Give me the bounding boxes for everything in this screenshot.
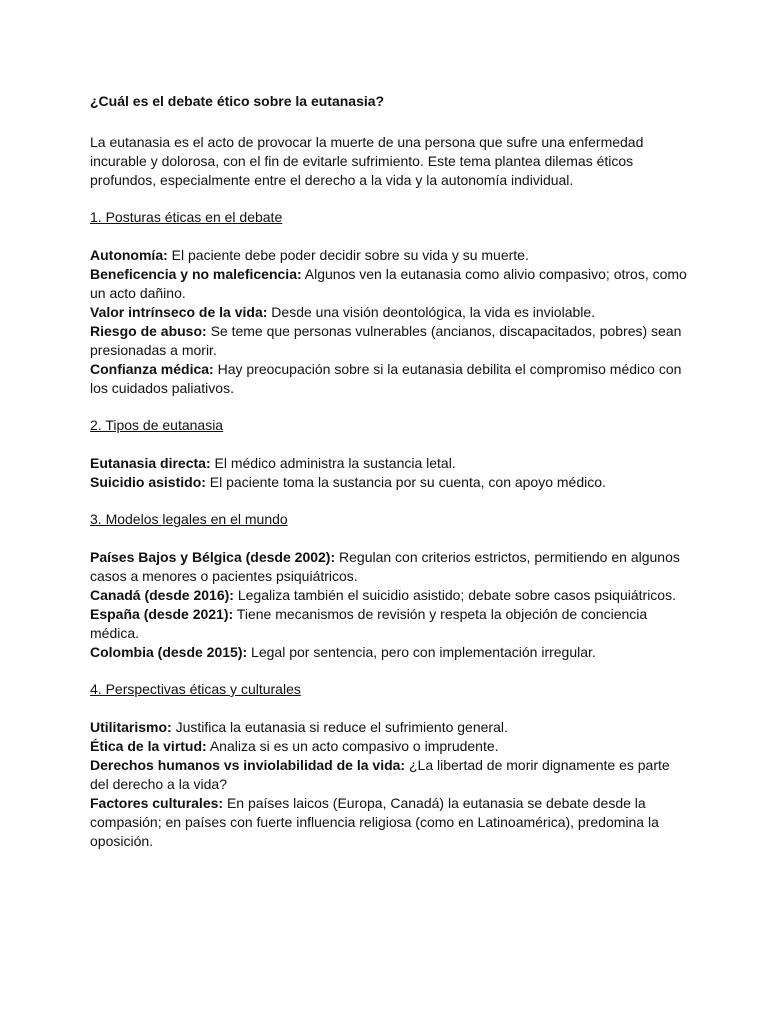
entry-text: Se teme que personas vulnerables (ancianos, discapacitados, pobres) sean presionadas a morir. <box>90 323 682 358</box>
entry-text: Analiza si es un acto compasivo o imprudente. <box>206 738 499 754</box>
list-item <box>90 265 690 303</box>
entry-term: España (desde 2021): <box>90 606 234 622</box>
list-item <box>90 737 690 756</box>
entry-term: Confianza médica: <box>90 361 214 377</box>
entry-text: Tiene mecanismos de revisión y respeta la objeción de conciencia médica. <box>90 606 648 641</box>
entry-text: Legaliza también el suicidio asistido; debate sobre casos psiquiátricos. <box>233 587 676 603</box>
section-heading: 2. Tipos de eutanasia <box>90 417 224 433</box>
section-heading: 4. Perspectivas éticas y culturales <box>90 681 301 697</box>
section-heading: 1. Posturas éticas en el debate <box>90 209 283 225</box>
section-heading: 3. Modelos legales en el mundo <box>90 511 288 527</box>
entry-text: El médico administra la sustancia letal. <box>210 455 456 471</box>
list-item <box>90 756 690 794</box>
entry-term: Ética de la virtud: <box>90 738 207 754</box>
section <box>90 416 690 492</box>
entry-text: En países laicos (Europa, Canadá) la eutanasia se debate desde la compasión; en países con fuerte influencia religiosa (como en Latinoamérica), predomina la oposición. <box>90 795 659 849</box>
entry-term: Valor intrínseco de la vida: <box>90 304 268 320</box>
entry-list <box>90 246 690 398</box>
entry-term: Colombia (desde 2015): <box>90 644 248 660</box>
entry-text: El paciente toma la sustancia por su cuenta, con apoyo médico. <box>205 474 606 490</box>
list-item <box>90 643 690 662</box>
list-item <box>90 718 690 737</box>
entry-term: Países Bajos y Bélgica (desde 2002): <box>90 549 336 565</box>
entry-term: Autonomía: <box>90 247 168 263</box>
document-page <box>90 92 690 869</box>
list-item <box>90 794 690 851</box>
entry-text: ¿La libertad de morir dignamente es parte del derecho a la vida? <box>90 757 670 792</box>
entry-list <box>90 718 690 851</box>
entry-list <box>90 454 690 492</box>
entry-text: Regulan con criterios estrictos, permitiendo en algunos casos a menores o pacientes psiquiátricos. <box>90 549 680 584</box>
list-item <box>90 548 690 586</box>
document-title: ¿Cuál es el debate ético sobre la eutanasia? <box>90 93 385 109</box>
entry-term: Riesgo de abuso: <box>90 323 207 339</box>
entry-text: El paciente debe poder decidir sobre su vida y su muerte. <box>167 247 529 263</box>
section <box>90 680 690 851</box>
entry-term: Derechos humanos vs inviolabilidad de la vida: <box>90 757 406 773</box>
entry-text: Algunos ven la eutanasia como alivio compasivo; otros, como un acto dañino. <box>90 266 687 301</box>
entry-term: Beneficencia y no maleficencia: <box>90 266 302 282</box>
list-item <box>90 605 690 643</box>
section <box>90 208 690 398</box>
entry-text: Justifica la eutanasia si reduce el sufrimiento general. <box>171 719 508 735</box>
list-item <box>90 473 690 492</box>
list-item <box>90 246 690 265</box>
list-item <box>90 360 690 398</box>
entry-term: Suicidio asistido: <box>90 474 206 490</box>
intro-paragraph: La eutanasia es el acto de provocar la muerte de una persona que sufre una enfermedad incurable y dolorosa, con el fin de evitarle sufrimiento. Este tema plantea dilemas éticos profundos, especialmente entre el derecho a la vida y la autonomía individual. <box>90 134 644 188</box>
list-item <box>90 586 690 605</box>
entry-text: Hay preocupación sobre si la eutanasia debilita el compromiso médico con los cuidados paliativos. <box>90 361 682 396</box>
list-item <box>90 303 690 322</box>
entry-text: Desde una visión deontológica, la vida es inviolable. <box>267 304 596 320</box>
list-item <box>90 454 690 473</box>
entry-list <box>90 548 690 662</box>
section <box>90 510 690 662</box>
entry-term: Factores culturales: <box>90 795 224 811</box>
entry-term: Canadá (desde 2016): <box>90 587 234 603</box>
entry-text: Legal por sentencia, pero con implementación irregular. <box>247 644 596 660</box>
list-item <box>90 322 690 360</box>
entry-term: Eutanasia directa: <box>90 455 211 471</box>
entry-term: Utilitarismo: <box>90 719 172 735</box>
